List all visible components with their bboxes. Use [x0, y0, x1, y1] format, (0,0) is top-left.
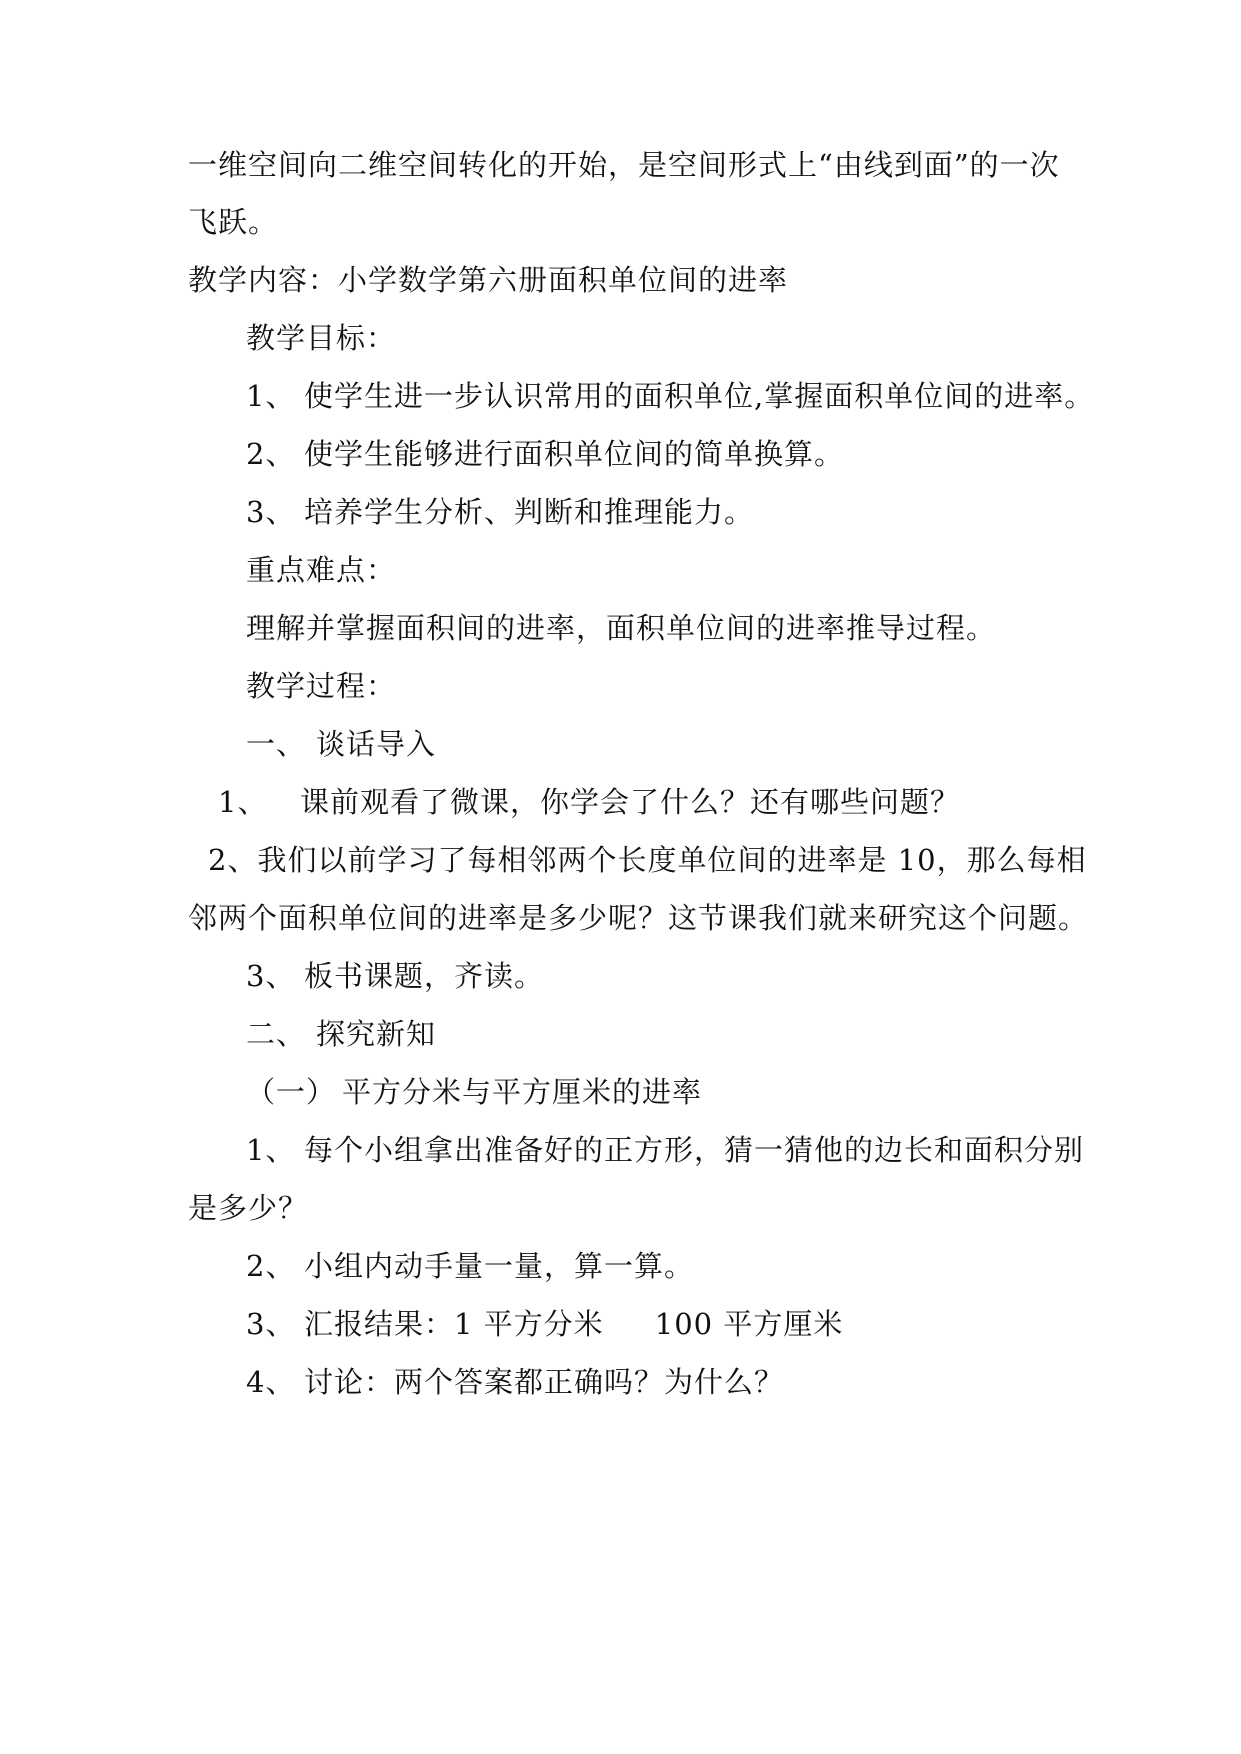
key-points-text: 理解并掌握面积间的进率，面积单位间的进率推导过程。	[246, 611, 997, 645]
step-item	[246, 1364, 784, 1400]
list-marker: 3、	[246, 1307, 296, 1341]
section-marker: 二、	[246, 1017, 307, 1051]
subsection-title: 平方分米与平方厘米的进率	[342, 1075, 703, 1109]
list-marker: 3、	[246, 959, 296, 993]
section-heading	[246, 1016, 436, 1052]
teaching-content: 教学内容：小学数学第六册面积单位间的进率	[188, 263, 789, 297]
goal-text: 使学生进一步认识常用的面积单位,掌握面积单位间的进率。	[304, 379, 1095, 413]
step-item	[246, 1248, 694, 1284]
list-marker: 1、	[246, 379, 296, 413]
paragraph-line: 邻两个面积单位间的进率是多少呢？这节课我们就来研究这个问题。	[188, 901, 1089, 935]
section-marker: 一、	[246, 727, 307, 761]
section-title: 探究新知	[316, 1017, 437, 1051]
step-item	[246, 1306, 843, 1342]
process-item	[218, 784, 960, 820]
goal-text: 使学生能够进行面积单位间的简单换算。	[304, 437, 845, 471]
process-item: 2、我们以前学习了每相邻两个长度单位间的进率是 10，那么每相	[208, 843, 1087, 877]
heading-key-points: 重点难点：	[246, 553, 397, 587]
heading-teaching-goals: 教学目标：	[246, 321, 397, 355]
list-marker: 1、	[218, 785, 268, 819]
step-text: 汇报结果：1 平方分米 100 平方厘米	[304, 1307, 844, 1341]
step-text: 讨论：两个答案都正确吗？为什么？	[304, 1365, 785, 1399]
paragraph-line: 一维空间向二维空间转化的开始，是空间形式上“由线到面”的一次	[188, 148, 1060, 182]
step-text: 小组内动手量一量，算一算。	[304, 1249, 695, 1283]
step-text: 每个小组拿出准备好的正方形，猜一猜他的边长和面积分别	[304, 1133, 1085, 1167]
list-marker: 2、	[246, 1249, 296, 1283]
section-title: 谈话导入	[316, 727, 437, 761]
list-marker: 2、	[246, 437, 296, 471]
goal-text: 培养学生分析、判断和推理能力。	[304, 495, 755, 529]
subsection-heading	[246, 1074, 702, 1110]
process-text: 课前观看了微课，你学会了什么？还有哪些问题？	[300, 785, 961, 819]
list-marker: 4、	[246, 1365, 296, 1399]
step-item	[246, 1132, 1084, 1168]
heading-teaching-process: 教学过程：	[246, 669, 397, 703]
goal-item	[246, 378, 1094, 414]
section-heading	[246, 726, 436, 762]
list-marker: 3、	[246, 495, 296, 529]
paragraph-line: 飞跃。	[188, 205, 279, 239]
process-text: 板书课题，齐读。	[304, 959, 545, 993]
goal-item	[246, 436, 844, 472]
process-item	[246, 958, 544, 994]
goal-item	[246, 494, 754, 530]
paragraph-line: 是多少？	[188, 1191, 309, 1225]
list-marker: 1、	[246, 1133, 296, 1167]
subsection-marker: （一）	[246, 1075, 337, 1109]
